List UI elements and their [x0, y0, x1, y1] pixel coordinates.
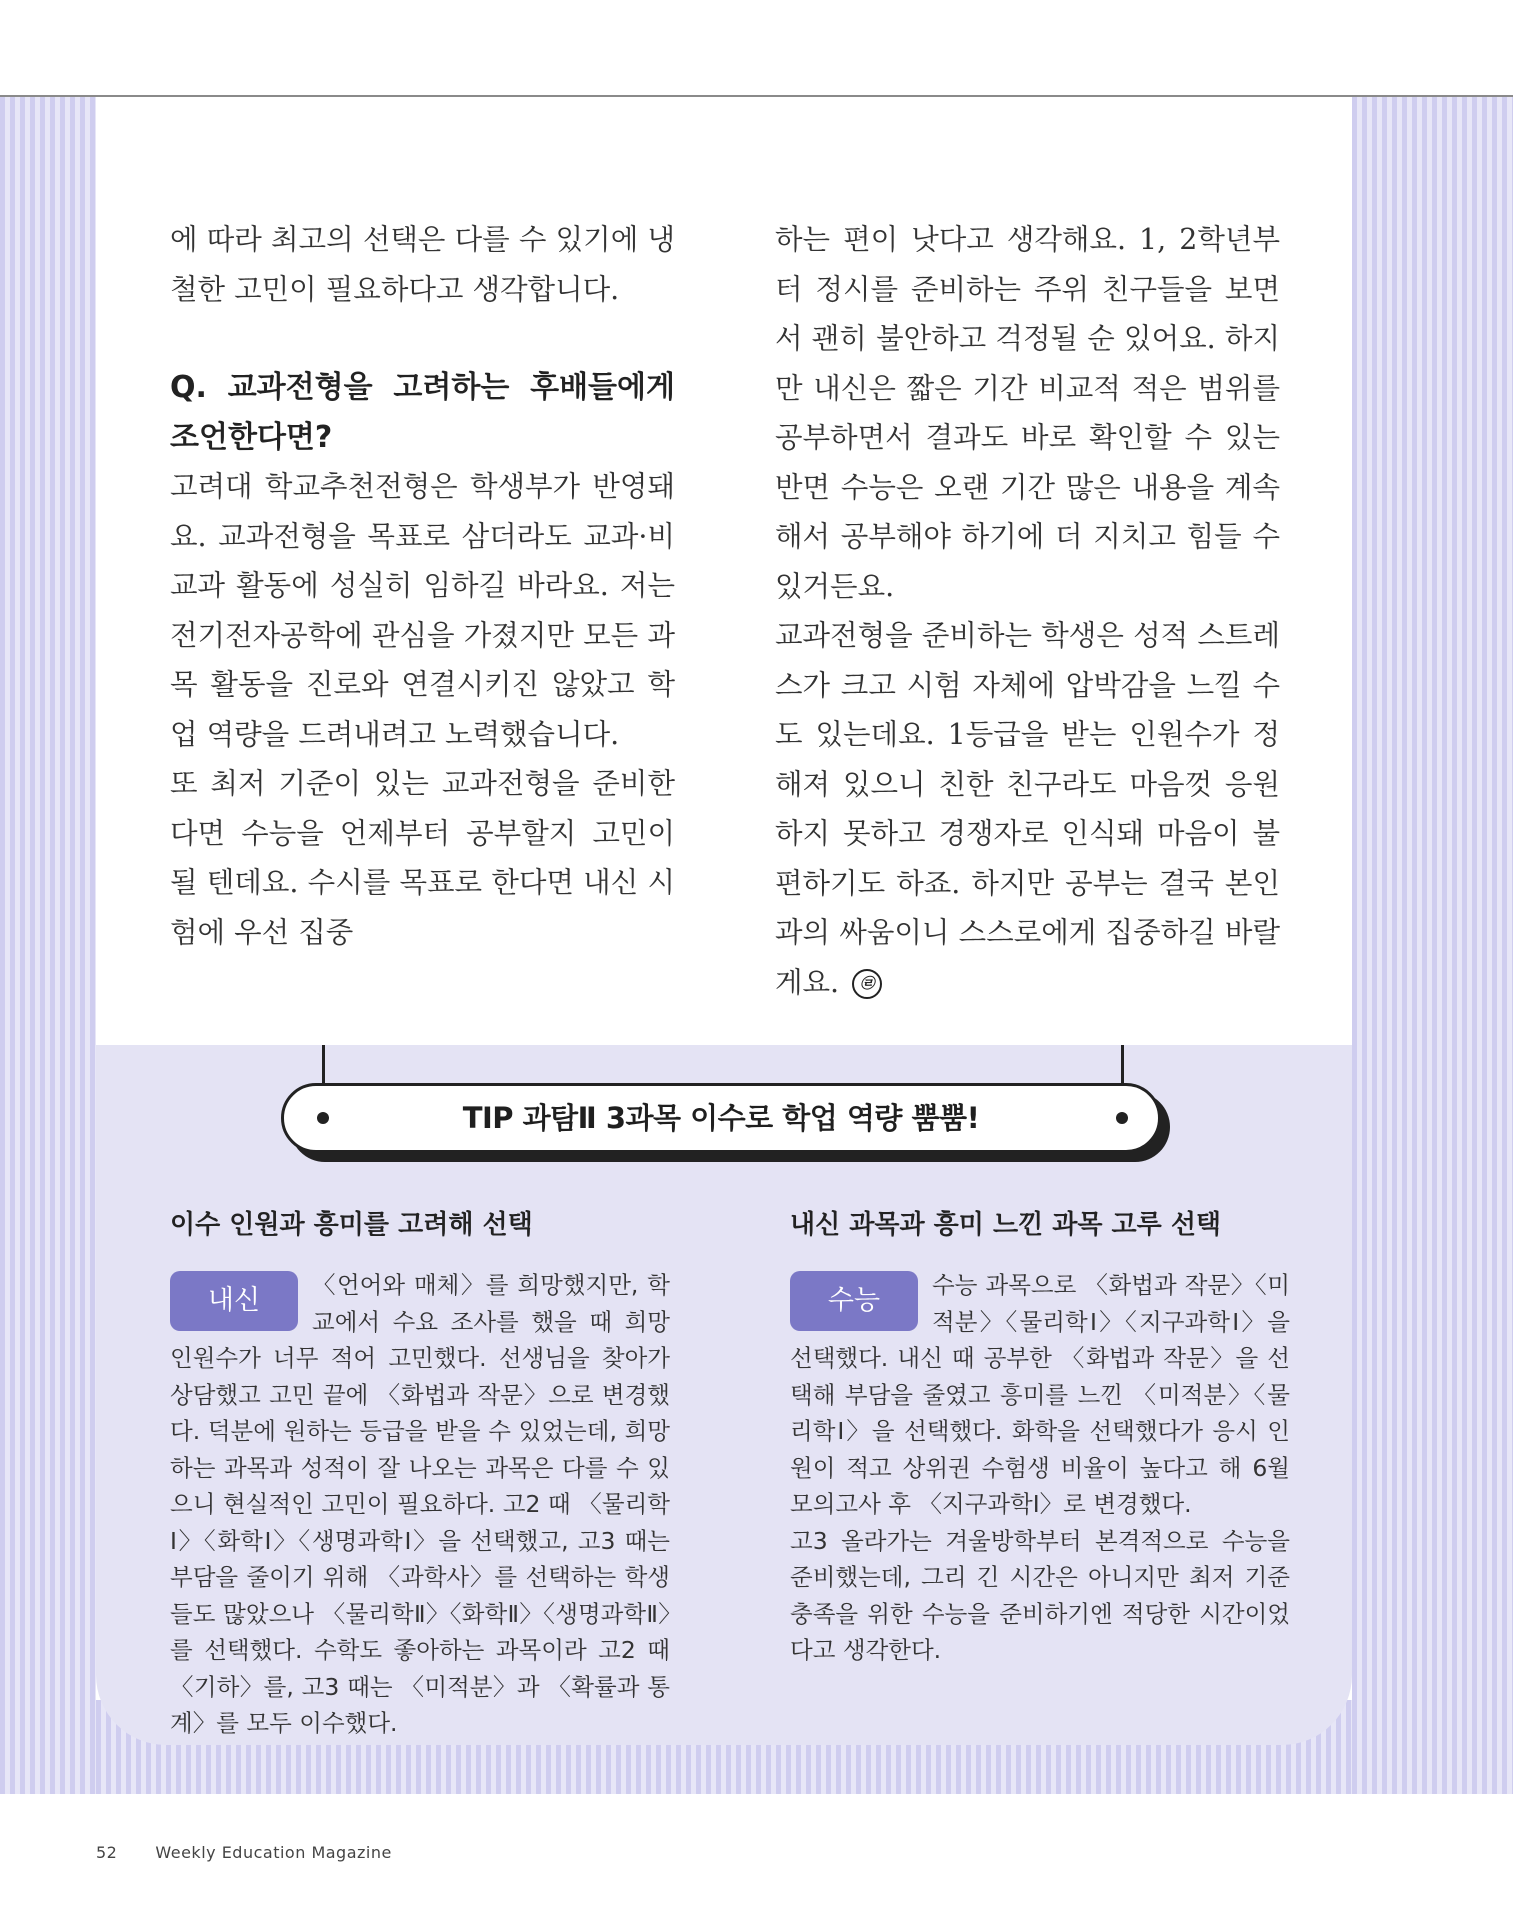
- tip-right-body: 수능 과목으로 〈화법과 작문〉〈미적분〉〈물리학Ⅰ〉〈지구과학Ⅰ〉을 선택했다. 내신 때 공부한 〈화법과 작문〉을 선택해 부담을 줄였고 흥미를 느낀 〈미적분〉〈물리학Ⅰ〉을 선택했다. 화학을 선택했다가 응시 인원이 적고 상위권 수험생 비율이 높다고 해 6월 모의고사 후 〈지구과학Ⅰ〉로 변경했다.: [790, 1271, 1290, 1518]
- suneung-badge: 수능: [790, 1271, 918, 1331]
- article-paragraph: 교과전형을 준비하는 학생은 성적 스트레스가 크고 시험 자체에 압박감을 느낄 수도 있는데요. 1등급을 받는 인원수가 정해져 있으니 친한 친구라도 마음껏 응원하지 못하고 경쟁자로 인식돼 마음이 불편하기도 하죠. 하지만 공부는 결국 본인과의 싸움이니 스스로에게 집중하길 바랄게요. ㉣: [775, 619, 1280, 999]
- naesin-badge: 내신: [170, 1271, 298, 1331]
- tip-banner: TIP 과탐Ⅱ 3과목 이수로 학업 역량 뿜뿜!: [281, 1083, 1161, 1153]
- tip-left-heading: 이수 인원과 흥미를 고려해 선택: [170, 1210, 533, 1240]
- question-heading: Q. 교과전형을 고려하는 후배들에게 조언한다면?: [170, 370, 675, 455]
- banner-dot-right: [1116, 1112, 1128, 1124]
- magazine-name: Weekly Education Magazine: [155, 1843, 392, 1862]
- tip-left-body: 〈언어와 매체〉를 희망했지만, 학교에서 수요 조사를 했을 때 희망 인원수가 너무 적어 고민했다. 선생님을 찾아가 상담했고 고민 끝에 〈화법과 작문〉으로 변경했다. 덕분에 원하는 등급을 받을 수 있었는데, 희망하는 과목과 성적이 잘 나오는 과목은 다를 수 있으니 현실적인 고민이 필요하다. 고2 때 〈물리학Ⅰ〉〈화학Ⅰ〉〈생명과학Ⅰ〉을 선택했고, 고3 때는 부담을 줄이기 위해 〈과학사〉를 선택하는 학생들도 많았으나 〈물리학Ⅱ〉〈화학Ⅱ〉〈생명과학Ⅱ〉를 선택했다. 수학도 좋아하는 과목이라 고2 때 〈기하〉를, 고3 때는 〈미적분〉과 〈확률과 통계〉를 모두 이수했다.: [170, 1271, 670, 1737]
- tip-right-column: [790, 1205, 1290, 1669]
- banner-dot-left: [317, 1112, 329, 1124]
- article-paragraph: 고려대 학교추천전형은 학생부가 반영돼요. 교과전형을 목표로 삼더라도 교과·비교과 활동에 성실히 임하길 바라요. 저는 전기전자공학에 관심을 가졌지만 모든 과목 활동을 진로와 연결시키진 않았고 학업 역량을 드려내려고 노력했습니다.: [170, 470, 675, 751]
- page-footer: [96, 1843, 392, 1862]
- article-right-column: [775, 215, 1280, 1007]
- article-paragraph: 또 최저 기준이 있는 교과전형을 준비한다면 수능을 언제부터 공부할지 고민이 될 텐데요. 수시를 목표로 한다면 내신 시험에 우선 집중: [170, 767, 675, 949]
- magazine-end-mark-icon: ㉣: [852, 969, 882, 999]
- left-stripe-border: [0, 97, 96, 1794]
- tip-left-column: [170, 1205, 670, 1742]
- article-left-column: [170, 215, 675, 957]
- tip-right-heading: 내신 과목과 흥미 느낀 과목 고루 선택: [790, 1210, 1222, 1240]
- article-paragraph: 에 따라 최고의 선택은 다를 수 있기에 냉철한 고민이 필요하다고 생각합니다.: [170, 223, 675, 306]
- page-number: 52: [96, 1843, 118, 1862]
- tip-right-body: 고3 올라가는 겨울방학부터 본격적으로 수능을 준비했는데, 그리 긴 시간은 아니지만 최저 기준 충족을 위한 수능을 준비하기엔 적당한 시간이었다고 생각한다.: [790, 1526, 1290, 1664]
- right-stripe-border: [1352, 97, 1513, 1794]
- article-paragraph: 하는 편이 낫다고 생각해요. 1, 2학년부터 정시를 준비하는 주위 친구들을 보면서 괜히 불안하고 걱정될 순 있어요. 하지만 내신은 짧은 기간 비교적 적은 범위를 공부하면서 결과도 바로 확인할 수 있는 반면 수능은 오랜 기간 많은 내용을 계속해서 공부해야 하기에 더 지치고 힘들 수 있거든요.: [775, 223, 1280, 603]
